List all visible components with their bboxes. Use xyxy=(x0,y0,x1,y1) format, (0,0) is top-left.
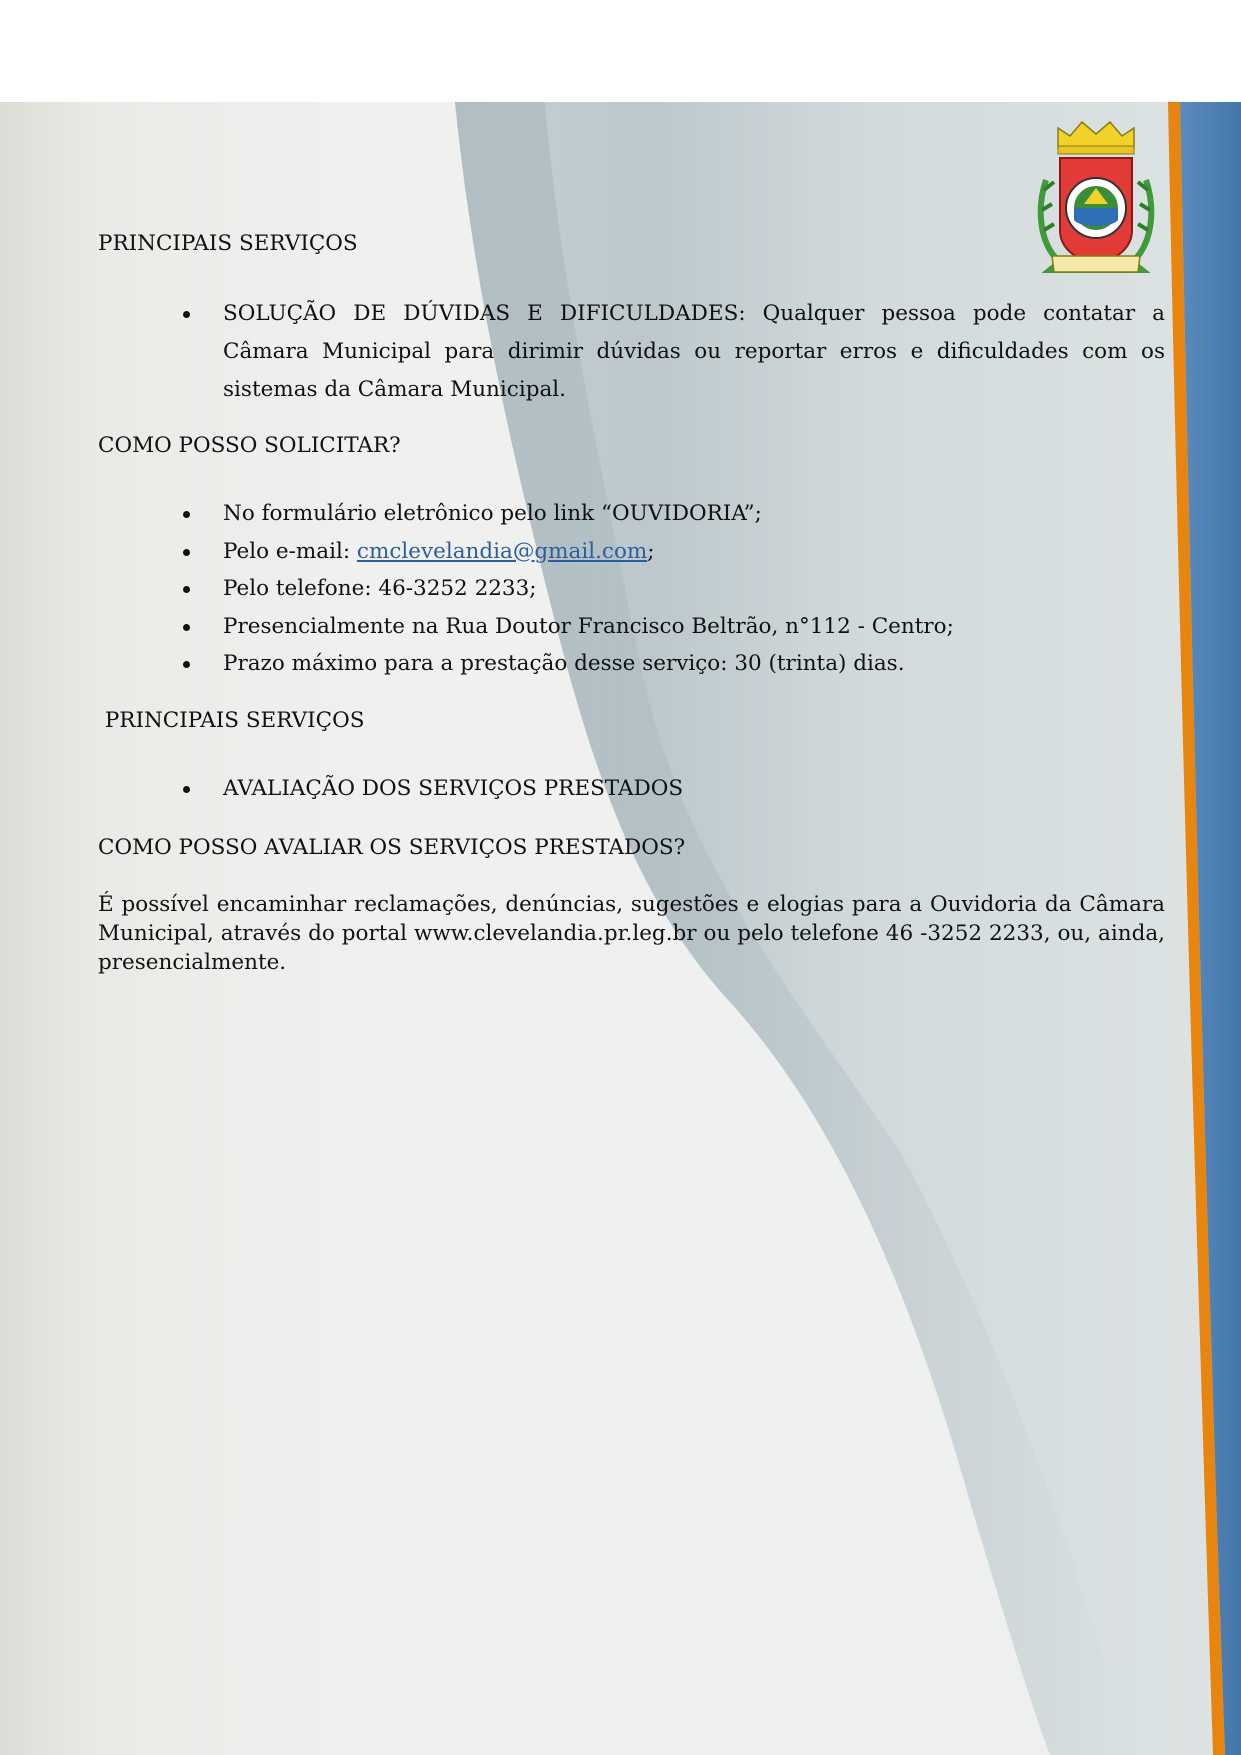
bullet-icon xyxy=(183,511,190,518)
bullet-icon xyxy=(183,624,190,631)
evaluation-paragraph: É possível encaminhar reclamações, denúncias, sugestões e elogias para a Ouvidoria da Câmara Municipal, através do portal www.clevelandia.pr.leg.br ou pelo telefone 46 -3252 2233, ou, ainda, presencialmente. xyxy=(98,892,1165,975)
section-heading-principais-servicos-2: PRINCIPAIS SERVIÇOS xyxy=(98,708,365,733)
list-item xyxy=(98,608,1165,646)
document-page xyxy=(0,102,1241,1755)
bullet-icon xyxy=(183,586,190,593)
list-item xyxy=(98,295,1165,409)
item-text: Prazo máximo para a prestação desse serviço: 30 (trinta) dias. xyxy=(223,651,905,676)
list-item xyxy=(98,570,1165,608)
item-text: Pelo e-mail: xyxy=(223,538,357,564)
email-link[interactable]: cmclevelandia@gmail.com xyxy=(356,538,648,564)
bullet-icon xyxy=(183,661,190,668)
item-text: Presencialmente na Rua Doutor Francisco Beltrão, n°112 - Centro; xyxy=(223,613,954,639)
item-text: Qualquer pessoa pode contatar a Câmara Municipal para dirimir dúvidas ou reportar erros e dificuldades com os sistemas da Câmara Municipal. xyxy=(223,301,1166,402)
coat-of-arms-icon xyxy=(1028,120,1164,276)
bullet-icon xyxy=(183,786,190,793)
evaluation-list xyxy=(98,770,1165,808)
services-list xyxy=(98,295,1165,409)
list-item xyxy=(98,645,1165,683)
list-item xyxy=(98,770,1165,808)
section-heading-como-avaliar: COMO POSSO AVALIAR OS SERVIÇOS PRESTADOS? xyxy=(98,835,686,860)
item-label: SOLUÇÃO DE DÚVIDAS E DIFICULDADES: xyxy=(223,301,746,326)
item-text: Pelo telefone: 46-3252 2233; xyxy=(223,576,537,601)
section-heading-principais-servicos: PRINCIPAIS SERVIÇOS xyxy=(98,231,358,256)
bullet-icon xyxy=(183,549,190,556)
bullet-icon xyxy=(183,311,190,318)
list-item xyxy=(98,495,1165,533)
item-suffix: ; xyxy=(647,538,655,564)
request-options-list xyxy=(98,495,1165,683)
list-item xyxy=(98,533,1165,571)
section-heading-como-solicitar: COMO POSSO SOLICITAR? xyxy=(98,433,401,458)
item-text: AVALIAÇÃO DOS SERVIÇOS PRESTADOS xyxy=(223,776,684,801)
item-text: No formulário eletrônico pelo link “OUVIDORIA”; xyxy=(223,501,762,526)
